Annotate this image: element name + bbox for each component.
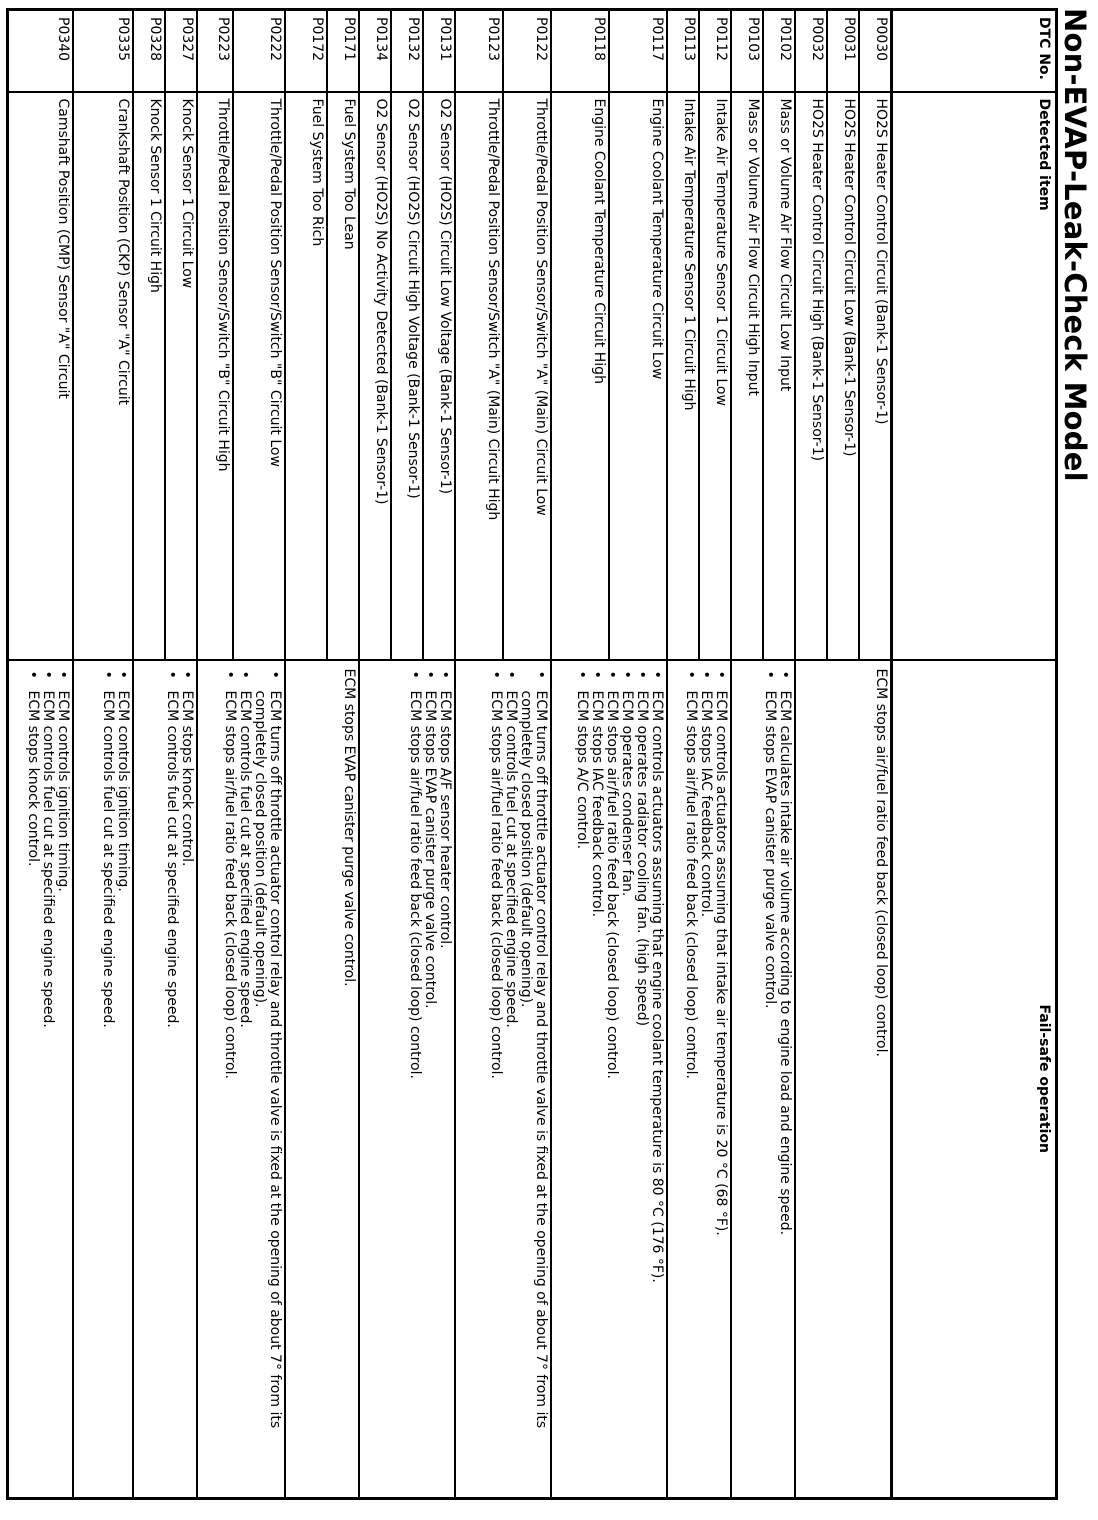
- detected-item: Throttle/Pedal Position Sensor/Switch "B" Circuit Low: [234, 92, 286, 660]
- header-fail-safe-operation: Fail-safe operation: [892, 660, 1057, 1499]
- dtc-code: P0131: [424, 10, 456, 92]
- failsafe-cell: [286, 660, 360, 1499]
- detected-item: O2 Sensor (HO2S) Circuit High Voltage (Bank-1 Sensor-1): [392, 92, 424, 660]
- table-row: [8, 10, 74, 1499]
- detected-item: O2 Sensor (HO2S) No Activity Detected (Bank-1 Sensor-1): [360, 92, 392, 660]
- failsafe-bullet: • ECM stops air/fuel ratio feed back (closed loop) control.: [408, 667, 423, 1492]
- detected-item: O2 Sensor (HO2S) Circuit Low Voltage (Bank-1 Sensor-1): [424, 92, 456, 660]
- table-row: [610, 10, 668, 1499]
- failsafe-bullet: • ECM calculates intake air volume according to engine load and engine speed.: [778, 667, 793, 1492]
- page-title: Non-EVAP-Leak-Check Model: [1058, 8, 1092, 482]
- failsafe-cell: [668, 660, 732, 1499]
- failsafe-bullet: • ECM stops air/fuel ratio feed back (closed loop) control.: [684, 667, 699, 1492]
- failsafe-bullet: • ECM controls fuel cut at specified engine speed.: [101, 667, 116, 1492]
- detected-item: Knock Sensor 1 Circuit High: [134, 92, 166, 660]
- failsafe-bullet: • ECM stops EVAP canister purge valve control.: [763, 667, 778, 1492]
- failsafe-bullet: • ECM controls actuators assuming that engine coolant temperature is 80 °C (176 °F).: [650, 667, 665, 1492]
- dtc-code: P0134: [360, 10, 392, 92]
- dtc-code: P0030: [860, 10, 892, 92]
- failsafe-cell: [198, 660, 286, 1499]
- failsafe-cell: [552, 660, 668, 1499]
- failsafe-bullet: • ECM stops air/fuel ratio feed back (closed loop) control.: [223, 667, 238, 1492]
- dtc-code: P0032: [796, 10, 828, 92]
- dtc-code: P0118: [552, 10, 610, 92]
- detected-item: Crankshaft Position (CKP) Sensor "A" Circuit: [74, 92, 134, 660]
- detected-item: Mass or Volume Air Flow Circuit High Input: [732, 92, 764, 660]
- failsafe-cell: [732, 660, 796, 1499]
- dtc-code: P0112: [700, 10, 732, 92]
- failsafe-cell: [796, 660, 892, 1499]
- dtc-code: P0122: [504, 10, 552, 92]
- failsafe-cell: [74, 660, 134, 1499]
- detected-item: HO2S Heater Control Circuit (Bank-1 Sensor-1): [860, 92, 892, 660]
- detected-item: Engine Coolant Temperature Circuit High: [552, 92, 610, 660]
- failsafe-cell: [456, 660, 552, 1499]
- dtc-code: P0223: [198, 10, 234, 92]
- failsafe-bullet: • ECM controls ignition timing.: [56, 667, 71, 1492]
- detected-item: Knock Sensor 1 Circuit Low: [166, 92, 198, 660]
- failsafe-bullet: • ECM stops air/fuel ratio feed back (closed loop) control.: [605, 667, 620, 1492]
- detected-item: HO2S Heater Control Circuit High (Bank-1 Sensor-1): [796, 92, 828, 660]
- failsafe-bullet: • ECM operates radiator cooling fan. (high speed): [635, 667, 650, 1492]
- dtc-code: P0031: [828, 10, 860, 92]
- dtc-code: P0335: [74, 10, 134, 92]
- failsafe-bullet: • ECM stops IAC feedback control.: [699, 667, 714, 1492]
- dtc-code: P0328: [134, 10, 166, 92]
- detected-item: Fuel System Too Rich: [286, 92, 328, 660]
- failsafe-bullet: • ECM stops knock control.: [180, 667, 195, 1492]
- failsafe-bullet: • ECM turns off throttle actuator control relay and throttle valve is fixed at the opening of about 7° from its completely closed position (default opening).: [519, 667, 549, 1492]
- failsafe-bullet: • ECM controls fuel cut at specified engine speed.: [41, 667, 56, 1492]
- failsafe-bullet: • ECM operates condenser fan.: [620, 667, 635, 1492]
- table-row: [234, 10, 286, 1499]
- failsafe-cell: [134, 660, 198, 1499]
- dtc-code: P0117: [610, 10, 668, 92]
- detected-item: Fuel System Too Lean: [328, 92, 360, 660]
- detected-item: Throttle/Pedal Position Sensor/Switch "A" (Main) Circuit Low: [504, 92, 552, 660]
- failsafe-bullet: • ECM stops A/C control.: [575, 667, 590, 1492]
- failsafe-text: ECM stops EVAP canister purge valve control.: [341, 668, 358, 987]
- detected-item: Mass or Volume Air Flow Circuit Low Input: [764, 92, 796, 660]
- detected-item: Intake Air Temperature Sensor 1 Circuit High: [668, 92, 700, 660]
- table-row: [860, 10, 892, 1499]
- failsafe-bullet: • ECM turns off throttle actuator control relay and throttle valve is fixed at the opening of about 7° from its completely closed position (default opening).: [253, 667, 283, 1492]
- detected-item: Throttle/Pedal Position Sensor/Switch "B" Circuit High: [198, 92, 234, 660]
- table-header-row: [892, 10, 1057, 1499]
- failsafe-bullet: • ECM controls actuators assuming that intake air temperature is 20 °C (68 °F).: [714, 667, 729, 1492]
- failsafe-bullet: • ECM controls ignition timing.: [116, 667, 131, 1492]
- dtc-code: P0132: [392, 10, 424, 92]
- dtc-code: P0113: [668, 10, 700, 92]
- table-row: [504, 10, 552, 1499]
- table-row: [166, 10, 198, 1499]
- detected-item: HO2S Heater Control Circuit Low (Bank-1 Sensor-1): [828, 92, 860, 660]
- table-row: [700, 10, 732, 1499]
- detected-item: Camshaft Position (CMP) Sensor "A" Circuit: [8, 92, 74, 660]
- failsafe-cell: [360, 660, 456, 1499]
- dtc-code: P0171: [328, 10, 360, 92]
- header-dtc-no: DTC No.: [892, 10, 1057, 92]
- failsafe-text: ECM stops air/fuel ratio feed back (closed loop) control.: [873, 668, 889, 1057]
- detected-item: Throttle/Pedal Position Sensor/Switch "A" (Main) Circuit High: [456, 92, 504, 660]
- failsafe-bullet: • ECM stops EVAP canister purge valve control.: [423, 667, 438, 1492]
- dtc-code: P0222: [234, 10, 286, 92]
- failsafe-bullet: • ECM stops air/fuel ratio feed back (closed loop) control.: [489, 667, 504, 1492]
- dtc-code: P0340: [8, 10, 74, 92]
- table-row: [424, 10, 456, 1499]
- dtc-failsafe-table: [6, 8, 1058, 1500]
- table-row: [328, 10, 360, 1499]
- failsafe-bullet: • ECM stops A/F sensor heater control.: [438, 667, 453, 1492]
- failsafe-bullet: • ECM controls fuel cut at specified engine speed.: [238, 667, 253, 1492]
- dtc-code: P0123: [456, 10, 504, 92]
- detected-item: Engine Coolant Temperature Circuit Low: [610, 92, 668, 660]
- failsafe-cell: [8, 660, 74, 1499]
- dtc-code: P0327: [166, 10, 198, 92]
- failsafe-bullet: • ECM stops knock control.: [26, 667, 41, 1492]
- detected-item: Intake Air Temperature Sensor 1 Circuit Low: [700, 92, 732, 660]
- table-row: [764, 10, 796, 1499]
- table-row: [74, 10, 134, 1499]
- header-detected-item: Detected item: [892, 92, 1057, 660]
- dtc-code: P0103: [732, 10, 764, 92]
- failsafe-bullet: • ECM controls fuel cut at specified engine speed.: [504, 667, 519, 1492]
- failsafe-bullet: • ECM stops IAC feedback control.: [590, 667, 605, 1492]
- dtc-code: P0102: [764, 10, 796, 92]
- failsafe-bullet: • ECM controls fuel cut at specified engine speed.: [165, 667, 180, 1492]
- dtc-code: P0172: [286, 10, 328, 92]
